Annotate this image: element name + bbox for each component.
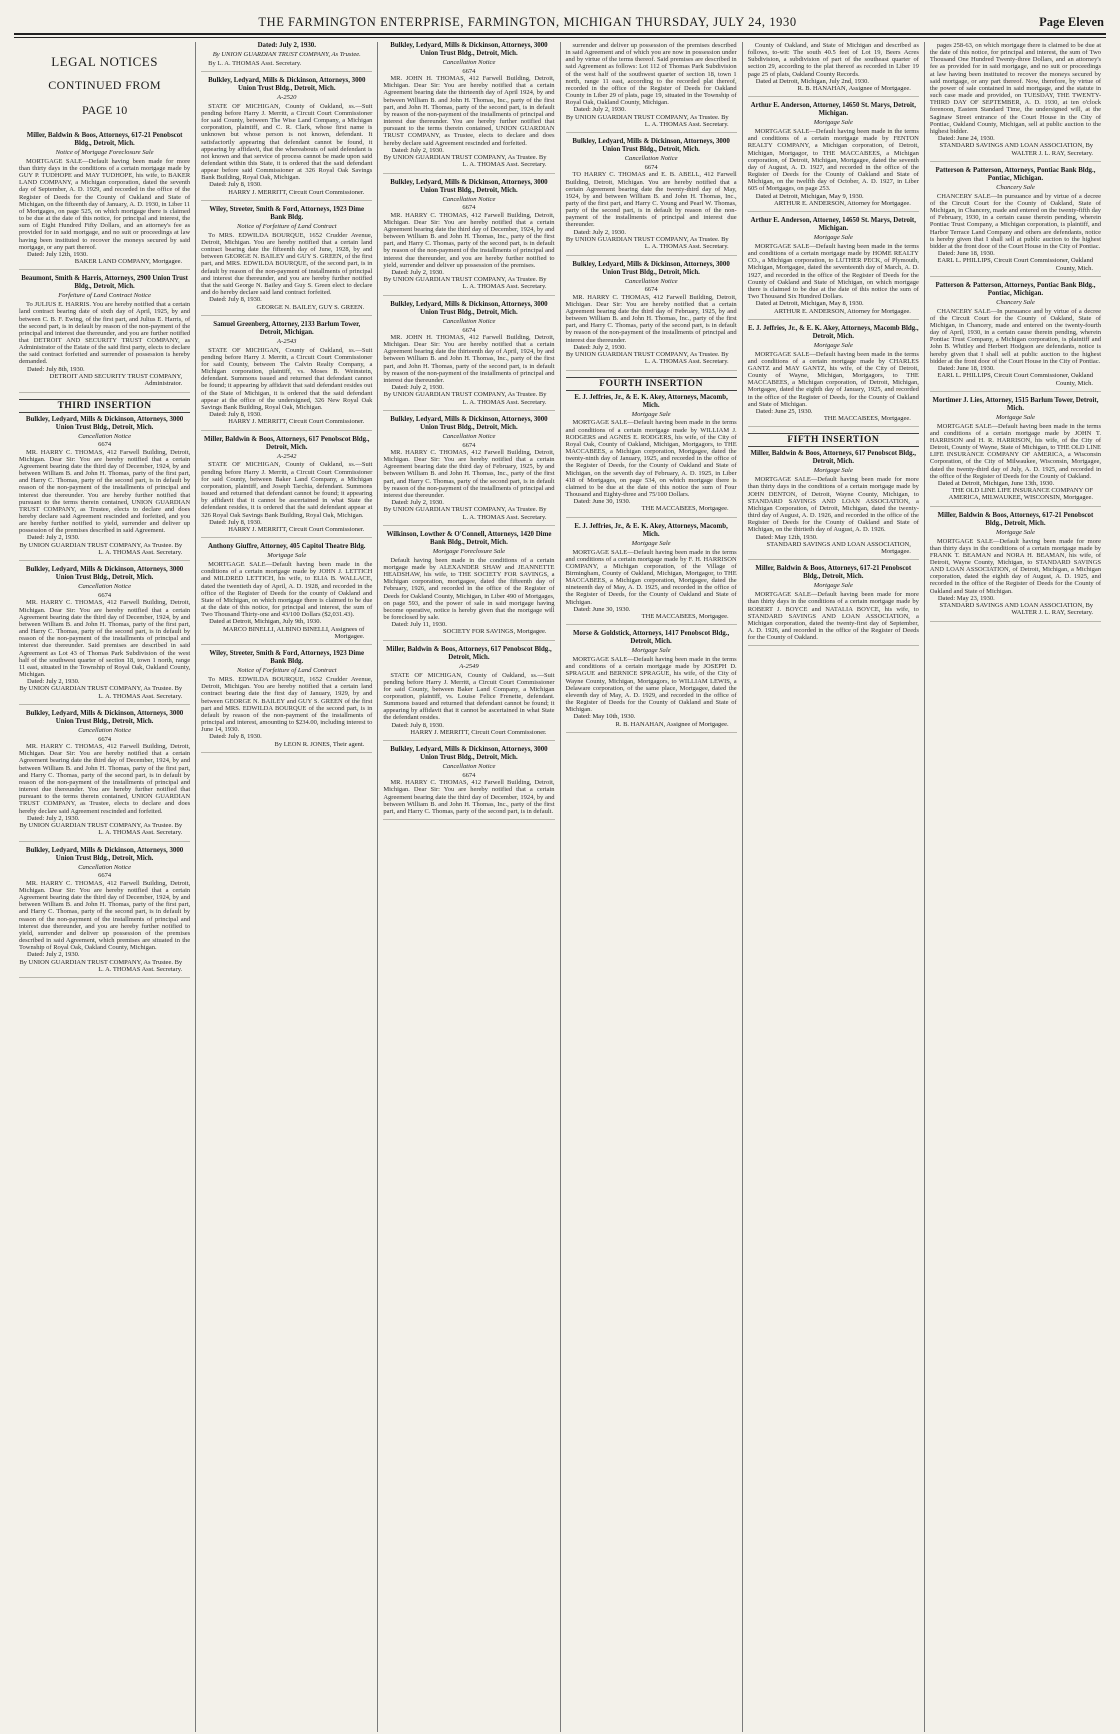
notice-date: Dated: July 2, 1930. [573, 106, 627, 114]
notice-signature: By UNION GUARDIAN TRUST COMPANY, As Trustee. By L. A. THOMAS Asst. Secretary. [565, 351, 729, 366]
notice-number: 6674 [462, 326, 476, 334]
notice-subtitle: Cancellation Notice [78, 432, 132, 440]
notice-signature: R. B. HANAHAN, Assignee of Mortgagee. [797, 85, 911, 93]
notice-subtitle: Chancery Sale [996, 183, 1035, 191]
notice-subtitle: Cancellation Notice [78, 583, 132, 591]
notice-body: MR. JOHN H. THOMAS, 412 Farwell Building, Detroit, Michigan. Dear Sir: You are hereby notified that a certain Agreement bearing date the thirteenth day of April, 1924, by and between William B. and John H. Thomas, Inc., party of the first part, and John H. Thomas, party of the second part, is in default by reason of the non-payment of the installments of principal and interest due thereunder. [383, 333, 555, 384]
notice-signature: ARTHUR E. ANDERSON, Attorney for Mortgagee. [774, 199, 911, 207]
notice-attorney-header: Miller, Baldwin & Boos, Attorneys, 617 Penobscot Bldg., Detroit, Mich. [750, 450, 917, 466]
notice-signature: STANDARD SAVINGS AND LOAN ASSOCIATION, By WALTER J. L. RAY, Secretary. [939, 602, 1094, 617]
notice-date: Dated: June 25, 1930. [755, 407, 813, 415]
notice-attorney-header: E. J. Jeffries, Jr., & E. K. Akey, Attorneys, Macomb, Mich. [574, 522, 728, 538]
notice-signature: By UNION GUARDIAN TRUST COMPANY, As Trustee. By L. A. THOMAS Asst. Secretary. [19, 685, 183, 700]
notice-subtitle: Forfeiture of Land Contract Notice [58, 292, 151, 300]
legal-notice [930, 167, 1101, 277]
notice-attorney-header: Bulkley, Ledyard, Mills & Dickinson, Attorneys, 3000 Union Trust Bldg., Detroit, Mich. [25, 566, 184, 582]
notice-subtitle: Cancellation Notice [442, 195, 496, 203]
notice-date: Dated: July 8, 1930. [209, 411, 262, 419]
notice-subtitle: Mortgage Foreclosure Sale [432, 547, 506, 555]
notice-attorney-header: Bulkley, Ledyard, Mills & Dickinson, Attorneys, 3000 Union Trust Bldg., Detroit, Mich. [390, 42, 548, 57]
notice-attorney-header: Wilkinson, Lowther & O'Connell, Attorneys, 1420 Dime Bank Bldg., Detroit, Mich. [386, 530, 552, 546]
notice-body: pages 258-63, on which mortgage there is claimed to be due at the date of this notice, for principal and interest, the sum of Two Thousand One Hundred Twenty-three Dollars, and an attorney's fee as provided for in said mortgage, and no suit or proceedings at law having been instituted to recover the moneys secured by said mortgage, or any part thereof. Now, therefore, by virtue of the power of sale contained in said mortgage, and the statute in such case made and provided, on TUESDAY, THE TWENTY-THIRD DAY OF SEPTEMBER, A. D. 1930, at ten o'clock forenoon, Eastern Standard Time, the undersigned will, at the Saginaw Street entrance of the Court House in the City of Pontiac, Oakland County, Michigan, sell at public auction to the highest bidder. [929, 42, 1102, 135]
notice-date: Dated: July 8th, 1930. [27, 365, 85, 373]
notice-number: 6674 [462, 441, 476, 449]
notice-attorney-header: Wiley, Streeter, Smith & Ford, Attorneys, 1923 Dime Bank Bldg. [209, 650, 365, 666]
section-heading-fifth: FIFTH INSERTION [748, 433, 919, 447]
notice-signature: EARL L. PHILLIPS, Circuit Court Commissioner, Oakland County, Mich. [937, 257, 1094, 272]
notice-signature: By UNION GUARDIAN TRUST COMPANY, As Trustee. By L. A. THOMAS Asst. Secretary. [383, 153, 547, 169]
masthead-rule [14, 37, 1106, 38]
notice-subtitle: Notice of Forfeiture of Land Contract [236, 667, 337, 675]
notice-signature: By UNION GUARDIAN TRUST COMPANY, As Trustee. By L. A. THOMAS Asst. Secretary. [383, 391, 547, 406]
notice-date: Dated: June 30, 1930. [573, 605, 631, 613]
notice-date: Dated at Detroit, Michigan, May 8, 1930. [755, 300, 864, 308]
notice-subtitle: Cancellation Notice [442, 317, 496, 325]
notice-date: Dated: May 23, 1930. [937, 594, 995, 602]
notice-body: STATE OF MICHIGAN, County of Oakland, ss.—Suit pending before Harry J. Merritt, a Circuit Court Commissioner for said County, between The Wise Land Company, a Michigan corporation, plaintiff, and C. R. Clark, whose first name is unknown but whose person is not known, defendant. It satisfactorily appearing that defendant cannot be found, it appearing by affidavit, that the whereabouts of said defendant is not known and that service of process cannot be made upon said defendant within this State, it is ordered that the said defendant appear before said Commissioner at 326 Royal Oak Savings Bank Building, Royal Oak, Michigan. [201, 102, 373, 182]
masthead-title: THE FARMINGTON ENTERPRISE, FARMINGTON, MICHIGAN THURSDAY, JULY 24, 1930 [258, 15, 797, 29]
notice-date: Dated: July 2, 1930. [391, 499, 444, 507]
legal-notice [383, 42, 554, 174]
notice-subtitle: By UNION GUARDIAN TRUST COMPANY, As Trustee. [212, 51, 361, 58]
notice-body: To MRS. EDWILDA BOURQUE, 1652 Crudder Avenue, Detroit, Michigan. You are hereby notified that a certain land contract bearing date the fifteenth day of June, 1928, by and between GEORGE N. BAILEY and GUY S. GREEN, of the first part, and MRS. EDWILDA BOURQUE, of the second part, is in default by reason of the non-payment of installments of principal and interest due thereunder, and you are hereby further notified that the said George N. Bailey and Guy S. Green elect to declare and do hereby declare said land contract forfeited. [201, 231, 373, 297]
notice-date: Dated: July 8, 1930. [209, 518, 262, 526]
notice-date: Dated: July 2, 1930. [27, 951, 80, 959]
notice-body: MR. HARRY C. THOMAS, 412 Farwell Building, Detroit, Michigan. Dear Sir: You are hereby notified that a certain Agreement bearing date the third day of February, 1925, by and between William B. and John H. Thomas, Inc., party of the first part, and Harry C. Thomas, party of the second part, is in default by reason of the non-payment of the installments of principal and interest due thereunder. [565, 293, 737, 344]
notice-subtitle: Cancellation Notice [78, 727, 132, 735]
notice-subtitle: Cancellation Notice [78, 863, 132, 871]
legal-notice [566, 261, 737, 371]
notice-date: Dated: July 2, 1930. [27, 678, 80, 686]
notice-body: MORTGAGE SALE—Default having been made for more than thirty days in the conditions of a certain mortgage made by FRANK T. BEAMAN and NORA H. BEAMAN, his wife, of Detroit, Wayne County, Michigan, to STANDARD SAVINGS AND LOAN ASSOCIATION, of Detroit, Michigan, a Michigan corporation, dated the eighth day of August, A. D. 1925, and recorded in the office of the Register of Deeds for the County of Oakland and State of Michigan. [929, 537, 1102, 595]
notice-body: MR. HARRY C. THOMAS, 412 Farwell Building, Detroit, Michigan. Dear Sir: You are hereby notified that a certain Agreement bearing date the third day of December, 1924, by and between William B. and John H. Thomas, Inc., party of the first part, and Harry C. Thomas, party of the second part, is in default by reason of the non-payment of the installments of principal and interest due thereunder, and you are hereby further notified to yield, surrender and deliver up possession of the premises. [383, 211, 555, 269]
notice-number: 6674 [644, 286, 658, 294]
notice-signature: By LEON R. JONES, Their agent. [274, 740, 365, 748]
notice-attorney-header: Anthony Giuffre, Attorney, 405 Capitol Theatre Bldg. [207, 543, 366, 551]
notice-body: MR. HARRY C. THOMAS, 412 Farwell Building, Detroit, Michigan. Dear Sir: You are hereby notified that a certain Agreement bearing date the third day of December, 1924, by and between William B. and John H. Thomas, party of the first part, and Harry C. Thomas, party of the second part, is in default by reason of the non-payment of the installments of principal and interest due thereunder. You are hereby further notified that pursuant to the terms therein contained, UNION GUARDIAN TRUST COMPANY, as Trustee, elects to declare and does hereby declare said Agreement rescinded and forfeited, and you are hereby further notified to yield, surrender and deliver up possession of the premises described in said Agreement. [19, 448, 191, 535]
notice-attorney-header: Patterson & Patterson, Attorneys, Pontiac Bank Bldg., Pontiac, Michigan. [935, 166, 1096, 182]
legal-notice [748, 565, 919, 646]
notice-subtitle: Cancellation Notice [624, 277, 678, 285]
notice-signature: SOCIETY FOR SAVINGS, Mortgagee. [443, 628, 547, 636]
notice-number: 6674 [98, 735, 112, 743]
legal-notice [748, 450, 919, 560]
notice-subtitle: Mortgage Sale [995, 413, 1035, 421]
notice-body: STATE OF MICHIGAN, County of Oakland, ss.—Suit pending before Harry J. Merritt, a Circuit Court Commissioner for said County, between Baker Land Company, a Michigan corporation, plaintiff, and Joseph Tarchia, defendant. Summons issued and returned that defendant cannot be found; it appearing by affidavit that it cannot be ascertained in what State the defendant resides, it is ordered that the said defendant appear at 326 Royal Oak Savings Bank Building, Royal Oak, Michigan. [201, 461, 373, 519]
notice-body: MORTGAGE SALE—Default having been made for more than thirty days in the conditions of a certain mortgage made by JOHN DENTON, of Detroit, Wayne County, Michigan, to STANDARD SAVINGS AND LOAN ASSOCIATION, a Michigan Corporation, of Detroit, Michigan, dated the twenty-third day of August, A. D. 1926, and recorded in the office of the Register of Deeds for the County of Oakland and State of Michigan, on the thirtieth day of August, A. D. 1926. [747, 476, 919, 534]
notice-subtitle: Mortgage Sale [813, 582, 853, 590]
notice-number: 6674 [98, 592, 112, 600]
notice-attorney-header: Bulkley, Ledyard, Mills & Dickinson, Attorneys, 3000 Union Trust Bldg., Detroit, Mich. [25, 415, 184, 431]
notice-date: Dated: July 2, 1930. [391, 146, 444, 154]
notice-body: MORTGAGE SALE—Default having been made in the terms and conditions of a certain mortgage made by CHARLES GANTZ and MAY GANTZ, his wife, of the City of Detroit, County of Wayne, Michigan, Mortgagors, to THE MACCABEES, a Michigan corporation, of Detroit, Michigan, Mortgagee, dated the eighth day of January, 1925, and recorded in the office of the Register of Deeds, for the County of Oakland and State of Michigan. [747, 350, 919, 408]
notice-subtitle: Notice of Mortgage Foreclosure Sale [55, 149, 154, 156]
section-heading-fourth: FOURTH INSERTION [566, 377, 737, 391]
legal-notice [930, 42, 1101, 162]
notice-signature: HARRY J. MERRITT, Circuit Court Commissioner. [410, 728, 547, 736]
notice-signature: THE MACCABEES, Mortgagee. [641, 505, 729, 513]
notice-date: Dated: June 18, 1930. [937, 249, 995, 257]
continued-from: CONTINUED FROM [48, 78, 161, 92]
columns [14, 42, 1106, 1732]
notice-subtitle: Mortgage Sale [995, 528, 1035, 536]
notice-attorney-header: Bulkley, Ledyard, Mills & Dickinson, Attorneys, 3000 Union Trust Bldg., Detroit, Mich. [208, 76, 366, 92]
notice-date: Dated: July 8, 1930. [209, 296, 262, 304]
legal-notice [201, 543, 372, 645]
legal-notice [19, 710, 190, 842]
notice-date: Dated at Detroit, Michigan, July 2nd, 1930. [755, 77, 870, 85]
notice-body: MORTGAGE SALE—Default having been made in the terms and conditions of a certain mortgage made by F. H. HARRISON COMPANY, a Michigan corporation, of the Village of Birmingham, County of Oakland, Michigan, Mortgagor, to THE MACCABEES, a Michigan corporation, Mortgagee, dated the nineteenth day of May, A. D. 1925, and recorded in the office of the Register of Deeds, for the County of Oakland and State of Michigan. [565, 548, 737, 606]
notice-number: 6674 [462, 772, 476, 780]
notice-signature: BAKER LAND COMPANY, Mortgagee. [74, 258, 183, 266]
notice-signature: By UNION GUARDIAN TRUST COMPANY, As Trustee. By L. A. THOMAS Asst. Secretary. [565, 113, 729, 128]
notice-signature: HARRY J. MERRITT, Circuit Court Commissioner. [228, 526, 365, 533]
masthead [14, 8, 1106, 35]
notice-attorney-header: Miller, Baldwin & Boos, Attorneys, 617 Penobscot Bldg., Detroit, Mich. [204, 435, 370, 451]
notice-date: Dated: July 12th, 1930. [27, 250, 88, 258]
notice-attorney-header: Arthur E. Anderson, Attorney, 14650 St. Marys, Detroit, Michigan. [750, 217, 916, 233]
column-4 [561, 42, 743, 1732]
notice-subtitle: Mortgage Sale [267, 552, 307, 560]
notice-body: MORTGAGE SALE—Default having been made for more than thirty days in the conditions of a certain mortgage made by ROBERT J. BOYCE and NATALIA BOYCE, his wife, to STANDARD SAVINGS AND LOAN ASSOCIATION, a Michigan corporation, dated the twenty-first day of September, A. D. 1926, and recorded in the office of the Register of Deeds for the County of Oakland. [747, 591, 919, 642]
notice-subtitle: Mortgage Sale [813, 119, 853, 127]
legal-notice [566, 394, 737, 518]
notice-body: TO HARRY C. THOMAS and E. B. ABELL, 412 Farwell Building, Detroit, Michigan. You are hereby notified that a certain Agreement bearing date the twenty-third day of May, 1924, by and between William B. and John H. Thomas, Inc., party of the first part, and Harry C. Young and Pearl W. Thomas, party of the second part, is in default by reason of the non-payment of the installments of principal and interest due thereunder. [565, 171, 737, 229]
notice-date: Dated: July 11, 1930. [391, 621, 447, 629]
notice-body: CHANCERY SALE—In pursuance and by virtue of a decree of the Circuit Court for the County of Oakland, State of Michigan, in Chancery, made and entered on the twenty-fourth day of April, 1930, in a certain cause therein pending, wherein Pontiac Trust Company, a Michigan corporation, is plaintiff and John B. Whitley and Herbert Hodgson are defendants, notice is hereby given that I shall sell at public auction to the highest bidder at the front door of the Court House in the City of Pontiac. [929, 307, 1102, 365]
legal-notice [201, 436, 372, 539]
notice-subtitle: Mortgage Sale [813, 467, 853, 475]
legal-notice [748, 217, 919, 320]
notice-body: To MRS. EDWILDA BOURQUE, 1652 Crudder Avenue, Detroit, Michigan. You are hereby notified that a certain land contract bearing date the first day of January, 1929, by and between GEORGE N. BAILEY and GUY S. GREEN of the first part and MRS. EDWILDA BOURQUE of the second part, is in default by reason of the non-payment of the installments of principal and interest, amounting to $234.00, including interest to June 14, 1930. [201, 676, 373, 734]
notice-attorney-header: Bulkley, Ledyard, Mills & Dickinson, Attorneys, 3000 Union Trust Bldg., Detroit, Mich. [390, 415, 548, 431]
legal-notice [566, 630, 737, 733]
notice-attorney-header: Bulkley, Ledyard, Mills & Dickinson, Attorneys, 3000 Union Trust Bldg., Detroit, Mich. [25, 710, 184, 726]
column-6 [925, 42, 1106, 1732]
notice-subtitle: A-2542 [277, 452, 297, 460]
notice-body: Default having been made in the conditions of a certain mortgage made by ALEXANDER SHAW and JEANNETTE HEADSHAW, his wife, to THE SOCIETY FOR SAVINGS, a Michigan corporation, mortgagee, dated the fifteenth day of February, 1926, and recorded in the office of the Register of Deeds for Oakland County, Michigan, in Liber 490 of Mortgages, on page 593, and the power of sale in said mortgage having become operative, notice is hereby given that the mortgage will be foreclosed by sale. [383, 556, 555, 621]
legal-notice [383, 531, 554, 641]
notice-body: MORTGAGE SALE—Default having been made for more than thirty days in the conditions of a certain mortgage made by GUY P. TUDHOPE and MAY TUDHOPE, his wife, to BAKER LAND COMPANY, a Michigan corporation, dated the seventh day of September, A. D. 1929, and recorded in the office of the Register of Deeds for the County of Oakland and State of Michigan, on the fifteenth day of January, A. D. 1930, in Liber 11 of Mortgages, on page 525, on which mortgage there is claimed to be due at the date of this notice, for principal and interest, the sum of Eight Hundred Fifty Dollars, and an attorney's fee as provided for in said mortgage, and no suit or proceedings at law having been instituted to recover the moneys secured by said mortgage, or any part thereof. [19, 157, 191, 251]
notice-attorney-header: Miller, Baldwin & Boos, Attorneys, 617-21 Penobscot Bldg., Detroit, Mich. [937, 511, 1094, 527]
notice-attorney-header: Miller, Baldwin & Boos, Attorneys, 617-21 Penobscot Bldg., Detroit, Mich. [755, 565, 912, 581]
notice-signature: By UNION GUARDIAN TRUST COMPANY, As Trustee. By L. A. THOMAS Asst. Secretary. [565, 235, 729, 251]
notice-signature: By UNION GUARDIAN TRUST COMPANY, As Trustee. By L. A. THOMAS Asst. Secretary. [19, 822, 183, 837]
notice-body: MORTGAGE SALE—Default having been made in the conditions of a certain mortgage made by JOHN J. LETTICH and MILDRED LETTICH, his wife, to ELIA B. WALLACE, dated the twentieth day of April, A. D. 1928, and recorded in the office of the Register of Deeds for the county of Oakland and State of Michigan, on which mortgage there is claimed to be due at the date of this notice, for principal and interest, the sum of Two Thousand Thirty-one and 43/100 Dollars ($2,031.43). [201, 561, 373, 619]
legal-notices-heading: LEGAL NOTICES [51, 54, 158, 69]
notice-subtitle: Cancellation Notice [442, 763, 496, 771]
notice-body: MORTGAGE SALE—Default having been made in the terms and conditions of a certain mortgage made by JOSEPH D. SPRAGUE and BERNICE SPRAGUE, his wife, of the City of Wayne County, Michigan, Mortgagors, to WILLIAM LEWIS, a Delaware corporation, of the same place, Mortgagee, dated the eleventh day of May, A. D. 1929, and recorded in the office of the Register of Deeds for the County of Oakland and State of Michigan. [565, 656, 737, 714]
column-1 [14, 42, 196, 1732]
notice-date: Dated: June 24, 1930. [937, 135, 995, 143]
notice-body: MR. HARRY C. THOMAS, 412 Farwell Building, Detroit, Michigan. Dear Sir: You are hereby notified that a certain Agreement bearing date the third day of December, 1924, by and between William B. and John H. Thomas, party of the first part, and Harry C. Thomas, party of the second part, is in default by reason of the non-payment of the installments of principal and interest due thereunder, and you are hereby further notified to yield, surrender and deliver up possession of the premises described in said Agreement, which premises are situated in the Township of Royal Oak, Oakland County, Michigan. [19, 879, 191, 952]
notice-body: MR. HARRY C. THOMAS, 412 Farwell Building, Detroit, Michigan. Dear Sir: You are hereby notified that a certain Agreement bearing date the third day of February, 1925, by and between William B. and John H. Thomas, Inc., party of the first part, and Harry C. Thomas, party of the second part, is in default by reason of the non-payment of the installments of principal and interest due thereunder. [383, 448, 555, 499]
legal-notice [566, 523, 737, 626]
notice-date: Dated: July 2, 1930. [27, 534, 80, 542]
notice-date: Dated: May 10th, 1930. [573, 713, 636, 721]
notice-attorney-header: Wiley, Streeter, Smith & Ford, Attorneys, 1923 Dime Bank Bldg. [209, 206, 365, 222]
notice-attorney-header: Mortimer J. Lies, Attorney, 1515 Barlum Tower, Detroit, Mich. [932, 396, 1099, 412]
legal-notice [201, 77, 372, 201]
notice-body: MORTGAGE SALE—Default having been made in the terms and conditions of a certain mortgage made by FENTON REALTY COMPANY, a Michigan corporation, of Detroit, Michigan, Mortgagor, to THE MACCABEES, a Michigan corporation, of Detroit, Michigan, Mortgagee, dated the seventh day of August, A. D. 1927, and recorded in the office of the Register of Deeds for the County of Oakland and State of Michigan, on the twelfth day of October, A. D. 1927, in Liber 605 of Mortgages, on page 253. [747, 128, 919, 193]
notice-attorney-header: Arthur E. Anderson, Attorney, 14650 St. Marys, Detroit, Michigan. [750, 102, 916, 118]
notice-attorney-header: E. J. Jeffries, Jr., & E. K. Akey, Attorneys, Macomb Bldg., Detroit, Mich. [747, 324, 919, 340]
notice-body: MR. HARRY C. THOMAS, 412 Farwell Building, Detroit, Michigan. Dear Sir: You are hereby notified that a certain Agreement bearing date the third day of December, 1924, by and between William B. and John H. Thomas, Inc., party of the first part, and Harry C. Thomas, party of the second part, is in default. [383, 779, 555, 815]
notice-date: Dated: July 8, 1930. [209, 733, 262, 741]
notice-signature: ARTHUR E. ANDERSON, Attorney for Mortgagee. [774, 307, 911, 315]
notice-date: Dated: July 2, 1930. [27, 814, 80, 822]
notice-date: Dated: June 30, 1930. [573, 498, 631, 506]
notice-attorney-header: Bulkley, Ledyard, Mills & Dickinson, Attorneys, 3000 Union Trust Bldg., Detroit, Mich. [25, 846, 184, 862]
notice-attorney-header: Bulkley, Ledyard, Mills & Dickinson, Attorneys, 3000 Union Trust Bldg., Detroit, Mich. [390, 746, 548, 762]
legal-notice [383, 646, 554, 741]
legal-notice [383, 746, 554, 820]
notice-body: MR. HARRY C. THOMAS, 412 Farwell Building, Detroit, Michigan. Dear Sir: You are hereby notified that a certain Agreement bearing date the third day of December, 1924, by and between William B. and John H. Thomas, party of the first part, and Harry C. Thomas, party of the second part, is in default by reason of the non-payment of the installments of principal and interest due thereunder. You are hereby further notified that pursuant to the terms therein contained, UNION GUARDIAN TRUST COMPANY, as Trustee, elects to declare and does hereby declare said Agreement rescinded and forfeited. [19, 743, 191, 815]
notice-attorney-header: Dated: July 2, 1930. [257, 42, 316, 49]
notice-body: MORTGAGE SALE—Default having been made in the terms and conditions of a certain mortgage made by HOME REALTY CO., a Michigan corporation, to LUTHER PECK, of Plymouth, Michigan, Mortgagee, dated the seventeenth day of March, A. D. 1927, and recorded in the office of the Register of Deeds for the County of Oakland and State of Michigan, on which mortgage there is claimed to be due at the date of this notice the sum of Two Thousand Six Hundred Dollars. [747, 242, 919, 301]
notice-subtitle: Mortgage Sale [631, 410, 671, 418]
notice-body: MORTGAGE SALE—Default having been made in the terms and conditions of a certain mortgage made by JOHN T. HARRISON and H. R. HARRISON, his wife, of the City of Detroit, County of Wayne, State of Michigan, to THE OLD LINE LIFE INSURANCE COMPANY OF AMERICA, a Wisconsin Corporation, of the City of Milwaukee, Wisconsin, Mortgagee, dated the twenty-third day of July, A. D. 1925, and recorded in the office of the Register of Deeds for the County of Oakland. [929, 422, 1102, 480]
notice-body: CHANCERY SALE—In pursuance and by virtue of a decree of the Circuit Court for the County of Oakland, State of Michigan, in Chancery, made and entered on the twenty-fifth day of February, 1930, in a certain cause therein pending, wherein Pontiac Trust Company, a Michigan corporation, is plaintiff, and Harbor Terrace Land Company and others are defendants, notice is hereby given that I shall sell at public auction to the highest bidder at the front door of the Court House in the City of Pontiac. [929, 192, 1102, 250]
notice-subtitle: Mortgage Sale [813, 234, 853, 242]
notice-subtitle: Mortgage Sale [631, 647, 671, 655]
notice-signature: By UNION GUARDIAN TRUST COMPANY, As Trustee. By L. A. THOMAS Asst. Secretary. [19, 958, 183, 973]
notice-number: 6674 [644, 164, 658, 172]
notice-signature: THE MACCABEES, Mortgagee. [823, 415, 911, 423]
notice-body: STATE OF MICHIGAN, County of Oakland, ss.—Suit pending before Harry J. Merritt, a Circuit Court Commissioner for said County, between Baker Land Company, a Michigan corporation, plaintiff, vs. Louise Felice Frenette, defendant. Summons issued and returned that defendant cannot be found; it appearing by affidavit that it cannot be ascertained in what State the defendant resides. [383, 671, 555, 722]
notice-signature: By UNION GUARDIAN TRUST COMPANY, As Trustee. By L. A. THOMAS Asst. Secretary. [19, 541, 183, 557]
notice-date: Dated: July 2, 1930. [391, 383, 444, 391]
notice-subtitle: Cancellation Notice [624, 155, 678, 163]
notice-body: MR. JOHN H. THOMAS, 412 Farwell Building, Detroit, Michigan. Dear Sir: You are hereby notified that a certain Agreement bearing date the thirteenth day of April 1924, by and between William B. and John H. Thomas, Inc., party of the first part, and John H. Thomas, party of the second part, is in default by reason of the non-payment of the installments of principal and interest due thereunder. You are hereby further notified that pursuant to the terms therein contained, UNION GUARDIAN TRUST COMPANY, as Trustee, elects to declare and does hereby declare said Agreement rescinded and forfeited. [383, 75, 555, 147]
page-reference: PAGE 10 [81, 103, 128, 117]
notice-date: Dated: July 2, 1930. [391, 268, 444, 276]
legal-notice [201, 650, 372, 753]
notice-number: 6674 [462, 67, 476, 75]
notice-date: Dated: July 8, 1930. [391, 721, 444, 729]
notice-attorney-header: Bulkley, Ledyard, Mills & Dickinson, Attorneys, 3000 Union Trust Bldg., Detroit, Mich. [390, 300, 548, 316]
notice-subtitle: Cancellation Notice [442, 432, 496, 440]
notice-subtitle: Chancery Sale [996, 298, 1035, 306]
legal-notice [19, 132, 190, 270]
notice-signature: THE MACCABEES, Mortgagee. [641, 613, 729, 621]
notice-date: Dated: May 12th, 1930. [755, 533, 818, 541]
notice-body: County of Oakland, and State of Michigan and described as follows, to-wit: The south 40.5 feet of Lot 19, Beers Acres Subdivision, a subdivision of part of the southeast quarter of section 29, according to the plat thereof as recorded in Liber 19 page 25 of plats, Oakland County Records. [747, 42, 919, 78]
notice-body: STATE OF MICHIGAN, County of Oakland, ss.—Suit pending before Harry J. Merritt, a Circuit Court Commissioner for said County, between The Calvin Realty Company, a Michigan corporation, plaintiff, vs. Moses B. Weinstein, defendant. Summons issued and returned that defendant cannot be found; it appearing by affidavit that said defendant resides out of the State of Michigan, it is ordered that the said defendant appear at the office of the undersigned, 326 New Royal Oak Savings Bank Building, Royal Oak, Michigan. [201, 346, 373, 411]
notice-body: By L. A. THOMAS Asst. Secretary. [208, 59, 302, 67]
notice-attorney-header: Samuel Greenberg, Attorney, 2133 Barlum Tower, Detroit, Michigan. [213, 320, 361, 336]
column-2 [196, 42, 378, 1732]
notice-date: Dated at Detroit, Michigan, May 9, 1930. [755, 192, 864, 200]
notice-date: Dated at Detroit, Michigan, June 13th, 1930. [937, 479, 1055, 487]
notice-subtitle: Mortgage Sale [631, 539, 671, 547]
section-heading-third: THIRD INSERTION [19, 399, 190, 413]
notice-attorney-header: Patterson & Patterson, Attorneys, Pontiac Bank Bldg., Pontiac, Michigan. [935, 281, 1096, 297]
notice-date: Dated: June 18, 1930. [937, 364, 995, 372]
notice-signature: HARRY J. MERRITT, Circuit Court Commissioner. [228, 188, 365, 196]
notice-signature: MARCO BINELLI, ALBINO BINELLI, Assignees of Mortgagee. [222, 625, 365, 640]
notice-date: Dated at Detroit, Michigan, July 9th, 1930. [209, 618, 322, 626]
legal-notice [566, 138, 737, 255]
notice-attorney-header: Bulkley, Ledyard, Mills & Dickinson, Attorneys, 3000 Union Trust Bldg., Detroit, Mich. [572, 260, 730, 276]
notice-attorney-header: E. J. Jeffries, Jr., & E. K. Akey, Attorneys, Macomb, Mich. [574, 393, 728, 409]
notice-signature: EARL L. PHILLIPS, Circuit Court Commissioner, Oakland County, Mich. [937, 372, 1094, 387]
notice-body: To JULIUS E. HARRIS. You are hereby notified that a certain land contract bearing date of sixth day of April, 1925, by and between C. B. F. Ewing, of the first part, and Julius E. Harris, of the second part, is in default by reason of the non-payment of the principal and interest due thereunder, and you are further notified that DETROIT AND SECURITY TRUST COMPANY, as Administrator of the Estate of the said first party, elects to declare the said contract forfeited and surrender of possession is hereby demanded. [19, 301, 191, 366]
notice-attorney-header: Bulkley, Ledyard, Mills & Dickinson, Attorneys, 3000 Union Trust Bldg., Detroit, Mich. [572, 138, 730, 154]
legal-notice [19, 847, 190, 979]
notice-date: Dated: July 2, 1930. [573, 228, 627, 236]
legal-notice [566, 42, 737, 133]
notice-attorney-header: Miller, Baldwin & Boos, Attorneys, 617 Penobscot Bldg., Detroit, Mich. [386, 645, 552, 661]
legal-notice [748, 42, 919, 97]
notice-signature: By UNION GUARDIAN TRUST COMPANY, As Trustee. By L. A. THOMAS Asst. Secretary. [383, 506, 547, 521]
notice-date: Dated: July 8, 1930. [209, 181, 262, 189]
legal-notice [201, 42, 372, 72]
legal-notice [930, 282, 1101, 392]
notice-attorney-header: Miller, Baldwin & Boos, Attorneys, 617-21 Penobscot Bldg., Detroit, Mich. [26, 132, 183, 147]
notice-signature: DETROIT AND SECURITY TRUST COMPANY, Administrator. [49, 372, 183, 388]
notice-signature: STANDARD SAVINGS AND LOAN ASSOCIATION, By WALTER J. L. RAY, Secretary. [939, 142, 1094, 157]
legal-notice [930, 512, 1101, 622]
notice-attorney-header: Bulkley, Ledyard, Mills & Dickinson, Attorneys, 3000 Union Trust Bldg., Detroit, Mich. [390, 178, 548, 194]
legal-notice [748, 102, 919, 212]
column-3 [378, 42, 560, 1732]
page-number: Page Eleven [1039, 15, 1104, 29]
notice-signature: HARRY J. MERRITT, Circuit Court Commissioner. [228, 418, 365, 426]
legal-notice [19, 416, 190, 562]
notice-number: 6674 [98, 441, 112, 449]
legal-notice [383, 301, 554, 411]
legal-notice [748, 325, 919, 428]
notice-body: MR. HARRY C. THOMAS, 412 Farwell Building, Detroit, Michigan. Dear Sir: You are hereby notified that a certain Agreement bearing date the third day of December, 1924, by and between William B. and John H. Thomas, party of the first part, and Harry C. Thomas, party of the second part, is in default by reason of the non-payment of the installments of principal and interest due thereunder. Said premises are described in said Agreement as Lot 43 of Thomas Park Subdivision of the west half of the southwest quarter of section 18, town 1 north, range 11 east, situated in the Township of Royal Oak, Oakland County, Michigan. [19, 599, 191, 679]
notice-body: surrender and deliver up possession of the premises described in said Agreement and of which you are now in possession under and by virtue of the terms thereof. Said premises are described in said Agreement as follows: Lot 112 of Thomas Park Subdivision of the west half of the southwest quarter of section 18, town 1 north, range 11 east, according to the recorded plat thereof, recorded in the office of the Register of Deeds for Oakland County in Liber 29 of plats, page 19, situated in the Township of Royal Oak, Oakland County, Michigan. [565, 42, 737, 107]
notice-signature: R. B. HANAHAN, Assignee of Mortgagee. [615, 720, 729, 728]
legal-notice [201, 206, 372, 316]
notice-signature: By UNION GUARDIAN TRUST COMPANY, As Trustee. By L. A. THOMAS Asst. Secretary. [383, 276, 547, 291]
notice-date: Dated: July 2, 1930. [573, 343, 627, 351]
legal-notice [201, 321, 372, 431]
legal-notice [383, 179, 554, 296]
notice-subtitle: Mortgage Sale [813, 341, 853, 349]
notice-number: 6674 [98, 872, 112, 880]
notice-attorney-header: Morse & Goldstick, Attorneys, 1417 Penobscot Bldg., Detroit, Mich. [573, 630, 730, 646]
notice-signature: GEORGE N. BAILEY, GUY S. GREEN. [256, 303, 365, 311]
notice-subtitle: A-2520 [277, 93, 297, 101]
notice-attorney-header: Beaumont, Smith & Harris, Attorneys, 2900 Union Trust Bldg., Detroit, Mich. [21, 275, 188, 291]
notice-subtitle: A-2549 [459, 662, 479, 670]
notice-subtitle: A-2543 [277, 337, 297, 345]
legal-notice [383, 416, 554, 526]
legal-notice [930, 397, 1101, 507]
column-5 [743, 42, 925, 1732]
notice-signature: THE OLD LINE LIFE INSURANCE COMPANY OF AMERICA, MILWAUKEE, WISCONSIN, Mortgagee. [948, 487, 1094, 502]
legal-notice [19, 275, 190, 392]
notice-subtitle: Notice of Forfeiture of Land Contract [236, 223, 337, 231]
notice-subtitle: Cancellation Notice [442, 59, 496, 66]
notice-number: 6674 [462, 204, 476, 212]
legal-notice [19, 566, 190, 705]
notice-signature: STANDARD SAVINGS AND LOAN ASSOCIATION, Mortgagee. [766, 540, 911, 556]
notice-body: MORTGAGE SALE—Default having been made in the terms and conditions of a certain mortgage made by WILLIAM J. RODGERS and AGNES E. RODGERS, his wife, of the City of Royal Oak, County of Oakland, Michigan, Mortgagors, to THE MACCABEES, a Michigan corporation, Mortgagee, dated the twenty-ninth day of January, 1925, and recorded in the office of the Register of Deeds, for the County of Oakland and State of Michigan, on the seventh day of February, A. D. 1925, in Liber 418 of Mortgages, on page 534, on which mortgage there is claimed to be due at the date of this notice the sum of Four Thousand and Eighty-three and 75/100 Dollars. [565, 419, 737, 498]
